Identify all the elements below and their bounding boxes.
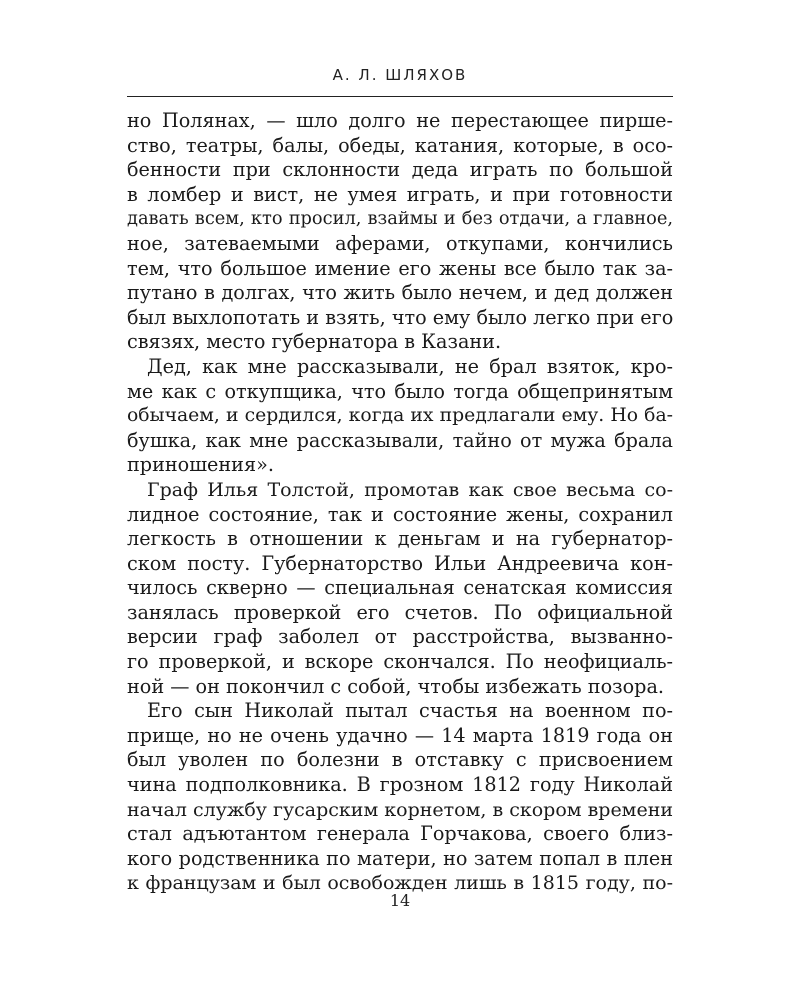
text-line: ное, затеваемыми аферами, откупами, кончились xyxy=(127,231,673,255)
text-line: лидное состояние, так и состояние жены, сохранил xyxy=(127,502,673,526)
text-line: ство, театры, балы, обеды, катания, которые, в осо- xyxy=(127,133,673,157)
text-line: кого родственника по матери, но затем попал в плен xyxy=(127,846,673,870)
text-line: чина подполковника. В грозном 1812 году Николай xyxy=(127,773,673,797)
text-line: начал службу гусарским корнетом, в скором времени xyxy=(127,798,674,821)
text-line: го проверкой, и вскоре скончался. По неофициаль- xyxy=(127,650,673,674)
header-rule xyxy=(127,96,673,97)
text-line: Дед, как мне рассказывали, не брал взяток, кро- xyxy=(147,354,673,378)
text-line: ме как с откупщика, что было тогда общепринятым xyxy=(127,379,673,403)
text-line: версии граф заболел от расстройства, вызванно- xyxy=(127,625,673,649)
text-line: связях, место губернатора в Казани. xyxy=(127,330,502,354)
text-line: был уволен по болезни в отставку с присвоением xyxy=(127,748,673,772)
text-line: бушка, как мне рассказывали, тайно от мужа брала xyxy=(127,428,673,452)
text-line: стал адъютантом генерала Горчакова, своего близ- xyxy=(127,822,673,846)
text-line: обычаем, и сердился, когда их предлагали ему. Но ба- xyxy=(127,405,673,427)
text-line: ском посту. Губернаторство Ильи Андреевича кон- xyxy=(127,551,673,575)
text-line: приношения». xyxy=(127,453,274,477)
text-line: легкость в отношении к деньгам и на губернатор- xyxy=(127,527,673,551)
text-line: чилось скверно — специальная сенатская комиссия xyxy=(127,576,673,600)
text-line: Граф Илья Толстой, промотав как свое весьма со- xyxy=(147,478,673,501)
text-line: Его сын Николай пытал счастья на военном по- xyxy=(147,699,673,723)
text-line: но Полянах, — шло долго не перестающее пирше- xyxy=(127,109,673,132)
body-text xyxy=(127,109,673,896)
text-line: бенности при склонности деда играть по большой xyxy=(127,158,673,182)
text-line: путано в долгах, что жить было нечем, и дед должен xyxy=(127,281,673,305)
text-line: был выхлопотать и взять, что ему было легко при его xyxy=(127,305,674,329)
text-line: давать всем, кто просил, взаймы и без отдачи, а главное, xyxy=(127,208,673,230)
running-head: А. Л. ШЛЯХОВ xyxy=(332,66,468,84)
text-line: в ломбер и вист, не умея играть, и при готовности xyxy=(127,182,673,206)
text-line: занялась проверкой его счетов. По официальной xyxy=(127,600,673,624)
page-number: 14 xyxy=(389,891,411,910)
text-line: ной — он покончил с собой, чтобы избежать позора. xyxy=(127,674,664,698)
text-line: прище, но не очень удачно — 14 марта 1819 года он xyxy=(127,723,673,747)
text-line: к французам и был освобожден лишь в 1815 году, по- xyxy=(127,872,673,895)
text-line: тем, что большое имение его жены все было так за- xyxy=(127,256,673,280)
